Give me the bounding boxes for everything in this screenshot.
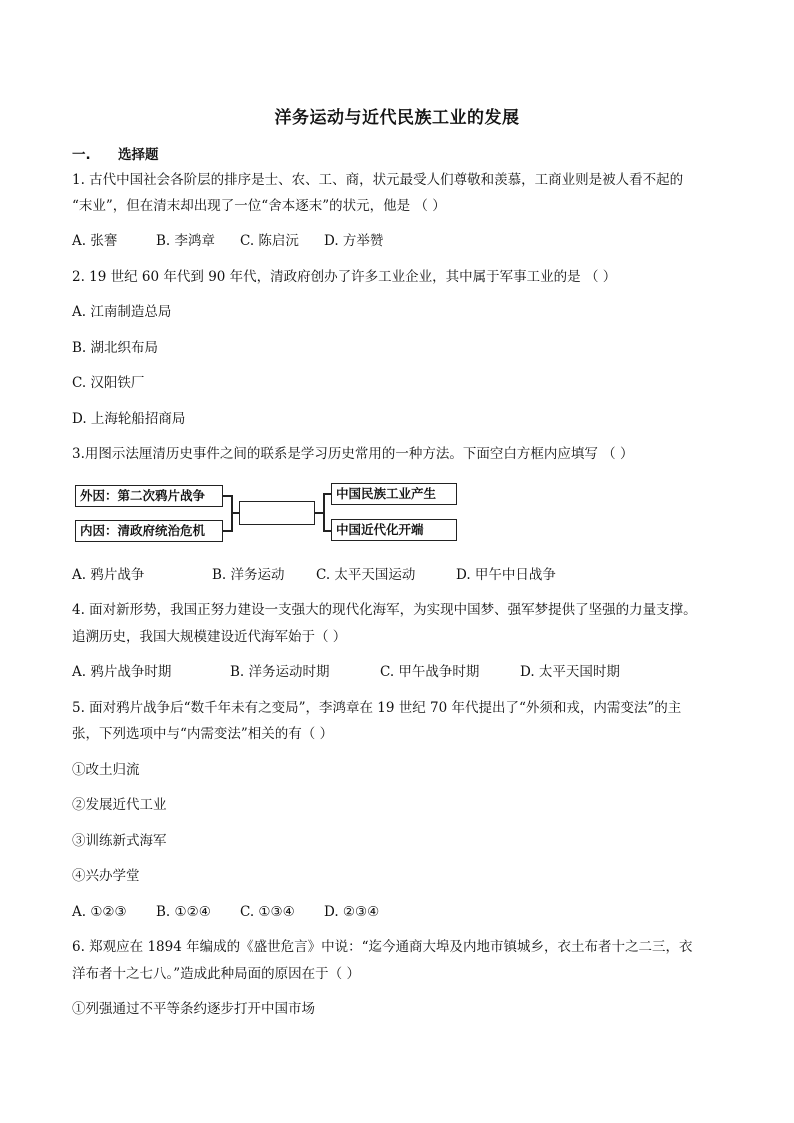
diagram-connector xyxy=(315,512,323,514)
cause-effect-diagram xyxy=(75,484,460,544)
diagram-connector xyxy=(323,493,325,531)
option-c: C. ①③④ xyxy=(240,904,295,920)
diagram-connector xyxy=(223,495,231,497)
option-b: B. 洋务运动时期 xyxy=(230,664,330,680)
question-4-stem-line-1: 4. 面对新形势，我国正努力建设一支强大的现代化海军，为实现中国梦、强军梦提供了坚强的力量支撑。 xyxy=(72,602,697,618)
question-5-item-3: ③训练新式海军 xyxy=(72,833,167,849)
question-2-stem: 2. 19 世纪 60 年代到 90 年代，清政府创办了许多工业企业，其中属于军事工业的是 （ ） xyxy=(72,269,617,285)
option-d: D. ②③④ xyxy=(324,904,380,920)
diagram-connector xyxy=(323,530,331,532)
option-d: D. 太平天国时期 xyxy=(520,664,620,680)
diagram-box-result-modernization: 中国近代化开端 xyxy=(331,519,457,541)
question-2-option-a: A. 江南制造总局 xyxy=(72,304,172,320)
option-a: A. 鸦片战争 xyxy=(72,567,145,583)
section-heading xyxy=(72,145,732,165)
option-b: B. 李鸿章 xyxy=(156,233,216,249)
question-5-options xyxy=(72,902,732,922)
option-b: B. ①②④ xyxy=(156,904,211,920)
question-6-stem-line-1: 6. 郑观应在 1894 年编成的《盛世危言》中说：“迄今通商大埠及内地市镇城乡，衣土布者十之二三，衣 xyxy=(72,939,693,955)
section-label: 选择题 xyxy=(118,147,159,163)
question-1-stem-line-1: 1. 古代中国社会各阶层的排序是士、农、工、商，状元最受人们尊敬和羡慕，工商业则是被人看不起的 xyxy=(72,172,684,188)
option-a: A. 张謇 xyxy=(72,233,118,249)
question-2-option-c: C. 汉阳铁厂 xyxy=(72,375,145,391)
question-5-item-1: ①改土归流 xyxy=(72,762,140,778)
question-6-item-1: ①列强通过不平等条约逐步打开中国市场 xyxy=(72,1001,315,1017)
question-4-options xyxy=(72,662,732,682)
option-a: A. ①②③ xyxy=(72,904,127,920)
question-5-stem-line-2: 张，下列选项中与“内需变法”相关的有（ ） xyxy=(72,726,334,742)
question-2-option-d: D. 上海轮船招商局 xyxy=(72,411,186,427)
option-a: A. 鸦片战争时期 xyxy=(72,664,172,680)
question-6-stem-line-2: 洋布者十之七八。”造成此种局面的原因在于（ ） xyxy=(72,966,360,982)
diagram-box-internal-cause: 内因：清政府统治危机 xyxy=(75,520,223,542)
option-d: D. 方举赞 xyxy=(324,233,384,249)
question-5-stem-line-1: 5. 面对鸦片战争后“数千年未有之变局”，李鸿章在 19 世纪 70 年代提出了“外须和戎，内需变法”的主 xyxy=(72,700,682,716)
diagram-connector xyxy=(323,493,331,495)
diagram-connector xyxy=(223,530,231,532)
diagram-box-blank xyxy=(239,501,315,525)
question-3-options xyxy=(72,565,732,585)
page-title: 洋务运动与近代民族工业的发展 xyxy=(274,108,520,128)
question-3-stem: 3.用图示法厘清历史事件之间的联系是学习历史常用的一种方法。下面空白方框内应填写 （ ） xyxy=(72,446,634,462)
option-c: C. 陈启沅 xyxy=(240,233,299,249)
diagram-connector xyxy=(231,512,239,514)
question-1-options xyxy=(72,231,732,251)
option-b: B. 洋务运动 xyxy=(212,567,285,583)
option-d: D. 甲午中日战争 xyxy=(456,567,556,583)
diagram-box-result-industry: 中国民族工业产生 xyxy=(331,483,457,505)
question-1-stem-line-2: “末业”，但在清末却出现了一位“舍本逐末”的状元，他是 （ ） xyxy=(72,198,446,214)
question-5-item-2: ②发展近代工业 xyxy=(72,797,167,813)
question-2-option-b: B. 湖北织布局 xyxy=(72,340,159,356)
diagram-box-external-cause: 外因：第二次鸦片战争 xyxy=(75,485,223,507)
question-5-item-4: ④兴办学堂 xyxy=(72,868,140,884)
question-4-stem-line-2: 追溯历史，我国大规模建设近代海军始于（ ） xyxy=(72,629,347,645)
option-c: C. 太平天国运动 xyxy=(316,567,416,583)
option-c: C. 甲午战争时期 xyxy=(380,664,480,680)
section-number: 一. xyxy=(72,147,91,163)
